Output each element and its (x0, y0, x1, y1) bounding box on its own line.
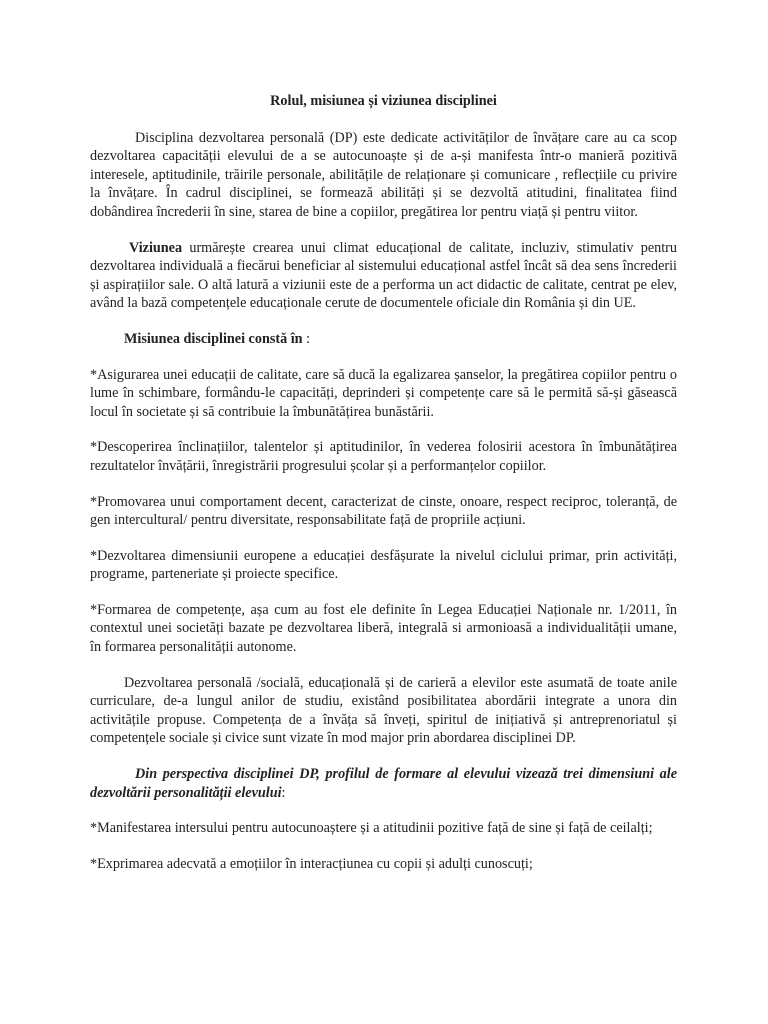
misiunea-heading-colon: : (302, 330, 311, 347)
misiunea-heading-text: Misiunea disciplinei constă în (124, 330, 303, 347)
misiunea-item-1: *Asigurarea unei educații de calitate, care să ducă la egalizarea șanselor, la pregătirea copiilor pentru o lume în schimbare, formându-le capacități, deprinderi și competențe care să le permită să-și găsească locul în societate și să contribuie la îmbunătățirea bunăstării. (90, 366, 677, 420)
perspective-heading-colon: : (281, 784, 286, 801)
dp-paragraph: Dezvoltarea personală /socială, educațională și de carieră a elevilor este asumată de toate anile curriculare, de-a lungul anilor de studiu, existând posibilitatea abordării integrate a unora din activitățile propuse. Competența de a învăța să înveți, spiritul de inițiativă și antreprenoriatul și competențele sociale și civice sunt vizate în mod major prin abordarea disciplinei DP. (90, 674, 677, 747)
misiunea-item-4: *Dezvoltarea dimensiunii europene a educației desfășurate la nivelul ciclului primar, prin activități, programe, parteneriate și proiecte specifice. (90, 547, 677, 583)
perspective-heading-text: Din perspectiva disciplinei DP, profilul de formare al elevului vizează trei dimensiuni ale dezvoltării personalității elevului (90, 766, 677, 801)
perspective-item-1: *Manifestarea intersului pentru autocunoaștere și a atitudinii pozitive față de sine și față de ceilalți; (90, 820, 653, 837)
viziunea-text: urmărește crearea unui climat educațional de calitate, incluziv, stimulativ pentru dezvoltarea individuală a fiecărui beneficiar al sistemului educațional astfel încât să dea sens încrederii și aspirațiilor sale. O altă latură a viziunii este de a performa un act didactic de calitate, centrat pe elev, având la bază competențele educaționale cerute de documentele oficiale din România și din UE. (90, 239, 677, 312)
page-title: Rolul, misiunea și viziunea disciplinei (270, 93, 497, 109)
misiunea-item-2: *Descoperirea înclinațiilor, talentelor și aptitudinilor, în vederea folosirii acestora în îmbunătățirea rezultatelor învățării, înregistrării progresului școlar și a performanțelor copiilor. (90, 439, 677, 474)
intro-paragraph: Disciplina dezvoltarea personală (DP) este dedicate activităților de învățare care au ca scop dezvoltarea capacității elevului de a se autocunoaște și de a-și manifesta într-o manieră pozitivă interesele, aptitudinile, trăirile personale, abilitățile de relaționare și comunicare , reflecțiile cu privire la învățare. În cadrul disciplinei, se formează abilități și se dezvoltă atitudini, finalitatea fiind dobândirea încrederii în sine, starea de bine a copiilor, pregătirea lor pentru viață și pentru viitor. (90, 129, 677, 220)
misiunea-item-5: *Formarea de competențe, așa cum au fost ele definite în Legea Educației Naționale nr. 1/2011, în contextul unei societăți bazate pe dezvoltarea liberă, integrală si armonioasă a individualității umane, în formarea personalității autonome. (90, 601, 677, 656)
misiunea-item-3: *Promovarea unui comportament decent, caracterizat de cinste, onoare, respect reciproc, toleranță, de gen intercultural/ pentru diversitate, responsabilitate față de propriile acțiuni. (90, 493, 677, 529)
perspective-heading (90, 765, 677, 802)
document-body (90, 92, 677, 890)
misiunea-heading (90, 330, 677, 349)
perspective-item-2: *Exprimarea adecvată a emoțiilor în interacțiunea cu copii și adulți cunoscuți; (90, 855, 533, 872)
viziunea-paragraph (90, 239, 677, 313)
viziunea-label: Viziunea (129, 239, 183, 256)
